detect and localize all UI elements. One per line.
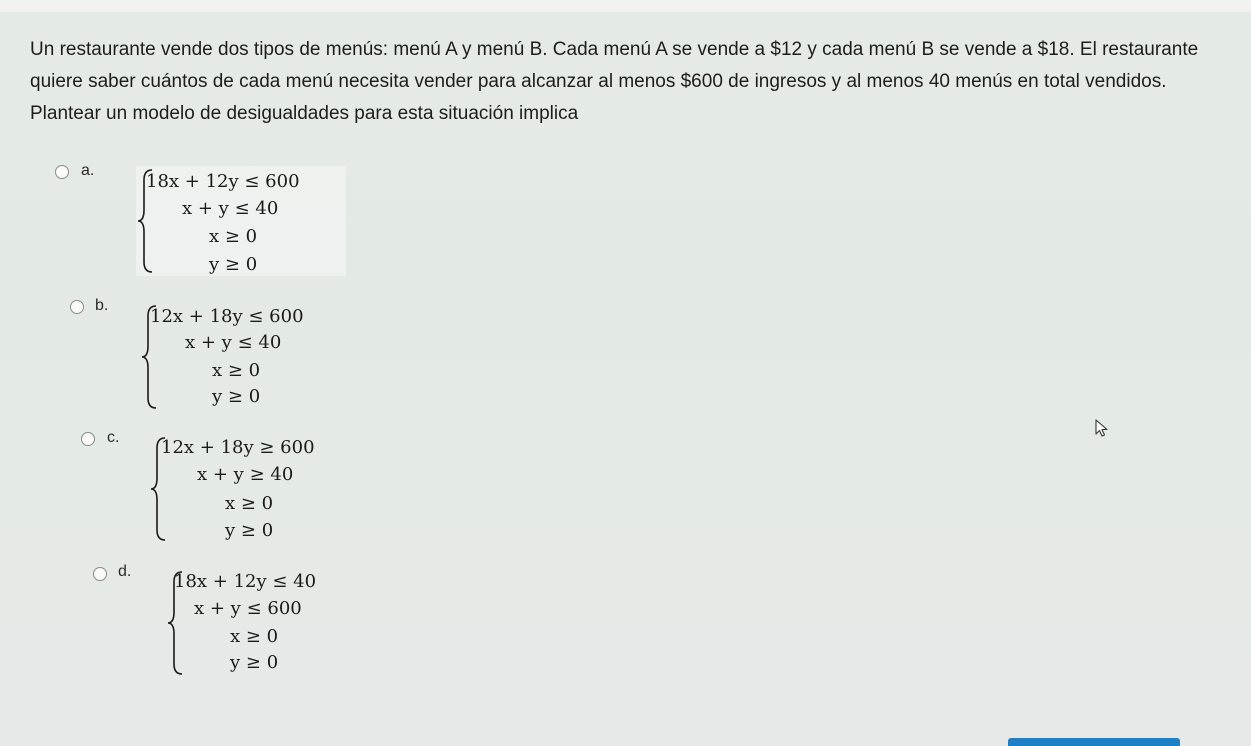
option-d-line-2: x + y ≤ 600: [194, 598, 302, 619]
option-a-system: [136, 166, 346, 276]
option-b-line-1: 12x + 18y ≤ 600: [150, 306, 304, 327]
option-d-line-4: y ≥ 0: [230, 652, 279, 673]
option-a-letter: a.: [81, 162, 95, 179]
option-c-line-3: x ≥ 0: [225, 493, 274, 514]
option-a-line-4: y ≥ 0: [209, 254, 258, 275]
option-c-letter: c.: [107, 429, 120, 446]
option-a-line-3: x ≥ 0: [209, 226, 258, 247]
radio-button-icon[interactable]: [55, 165, 69, 179]
radio-button-icon[interactable]: [81, 432, 95, 446]
option-c-line-2: x + y ≥ 40: [197, 464, 294, 485]
question-text: Un restaurante vende dos tipos de menús: menú A y menú B. Cada menú A se vende a $12 y cada menú B se vende a $18. El restaurante quiere saber cuántos de cada menú necesita vender para alcanzar al menos $600 de ingresos y al menos 40 menús en total vendidos. Plantear un modelo de desigualdades para esta situación implica: [30, 39, 1199, 124]
radio-button-icon[interactable]: [70, 300, 84, 314]
radio-button-icon[interactable]: [93, 567, 107, 581]
option-c-line-4: y ≥ 0: [225, 520, 274, 541]
option-d-letter: d.: [118, 563, 132, 580]
mouse-pointer-icon: [1094, 419, 1110, 437]
option-d-system: [166, 568, 376, 678]
option-b-line-2: x + y ≤ 40: [185, 332, 282, 353]
option-d-line-3: x ≥ 0: [230, 626, 279, 647]
option-b-line-3: x ≥ 0: [212, 360, 261, 381]
option-a-line-2: x + y ≤ 40: [182, 198, 279, 219]
option-a-line-1: 18x + 12y ≤ 600: [146, 171, 300, 192]
option-b-letter: b.: [95, 297, 109, 314]
option-b-line-4: y ≥ 0: [212, 386, 261, 407]
option-c-system: [149, 434, 359, 544]
option-c-line-1: 12x + 18y ≥ 600: [161, 437, 315, 458]
option-d-line-1: 18x + 12y ≤ 40: [174, 571, 317, 592]
accent-button-edge[interactable]: [1008, 738, 1180, 746]
option-b-system: [140, 302, 350, 412]
